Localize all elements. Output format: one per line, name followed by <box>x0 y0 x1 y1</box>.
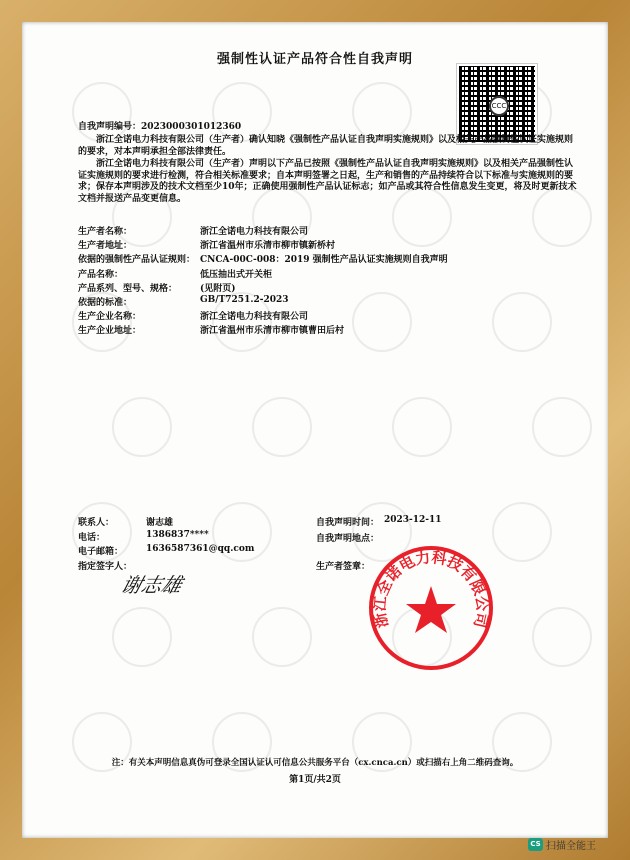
watermark-logo-icon <box>392 397 452 457</box>
field-value: 1386837**** <box>146 529 209 540</box>
qr-code[interactable] <box>457 64 537 144</box>
page-number: 第1页/共2页 <box>289 775 341 785</box>
field-label: 生产者名称： <box>78 227 133 237</box>
watermark-logo-icon <box>532 397 592 457</box>
field-value: GB/T7251.2-2023 <box>200 295 289 305</box>
watermark-logo-icon <box>212 82 272 142</box>
watermark-logo-icon <box>352 82 412 142</box>
watermark-logo-icon <box>72 82 132 142</box>
field-value: 低压抽出式开关柜 <box>200 269 273 280</box>
field-value: CNCA-00C-008：2019 强制性产品认证实施规则自我声明 <box>200 255 448 266</box>
watermark-logo-icon <box>252 607 312 667</box>
ccc-logo-icon: CCC <box>489 96 509 116</box>
field-label: 生产企业名称： <box>78 312 142 323</box>
field-value: (见附页) <box>200 283 236 294</box>
watermark-logo-icon <box>252 397 312 457</box>
handwritten-signature: 谢志雄 <box>118 573 185 597</box>
field-label: 产品系列、型号、规格： <box>78 283 178 294</box>
field-label: 电话： <box>78 532 106 543</box>
field-value: 浙江全诺电力科技有限公司 <box>200 227 309 237</box>
document-title: 强制性认证产品符合性自我声明 <box>216 52 413 67</box>
field-label: 自我声明时间： <box>316 518 380 528</box>
field-value: 浙江全诺电力科技有限公司 <box>200 312 309 323</box>
field-value: 2023-12-11 <box>384 515 442 525</box>
field-label: 产品名称： <box>78 269 124 280</box>
field-value: 浙江省温州市乐清市柳市镇新桥村 <box>200 241 336 252</box>
field-label: 生产者签章： <box>316 562 371 572</box>
field-label: 指定签字人： <box>78 561 133 572</box>
field-label: 生产企业地址： <box>78 326 142 337</box>
field-label: 依据的标准： <box>78 298 133 308</box>
declaration-number: 自我声明编号：2023000301012360 <box>78 122 242 132</box>
watermark-logo-icon <box>492 502 552 562</box>
watermark-logo-icon <box>352 292 412 352</box>
star-icon <box>406 586 456 633</box>
watermark-logo-icon <box>112 607 172 667</box>
watermark-logo-icon <box>532 607 592 667</box>
footer-note: 注：有关本声明信息真伪可登录全国认证认可信息公共服务平台（cx.cnca.cn）或扫描右上角二维码查询。 <box>111 758 519 768</box>
seal-text: 浙江全诺电力科技有限公司 <box>370 548 492 630</box>
camscanner-icon: CS <box>528 838 543 851</box>
scanner-watermark <box>528 837 596 852</box>
field-label: 依据的强制性产品认证规则： <box>78 255 196 266</box>
watermark-logo-icon <box>492 292 552 352</box>
field-value: 谢志雄 <box>146 518 174 528</box>
scanner-label: 扫描全能王 <box>546 841 596 852</box>
field-value: 浙江省温州市乐清市柳市镇曹田后村 <box>200 326 345 337</box>
field-label: 生产者地址： <box>78 241 133 252</box>
watermark-logo-icon <box>112 397 172 457</box>
field-label: 联系人： <box>78 518 115 528</box>
field-value: 1636587361@qq.com <box>146 544 255 554</box>
company-seal <box>367 544 495 672</box>
paragraph-2: 浙江全诺电力科技有限公司（生产者）声明以下产品已按照《强制性产品认证自我声明实施规则》以及相关产品强制性认证实施规则的要求进行检测，符合相关标准要求；自本声明签署之日起，生产和销售的产品持续符合以下标准与实施规则的要求；保存本声明涉及的技术文档至少10年；正确使用强制性产品认证标志；如产品或其符合性信息发生变更，将及时更新技术文档并报送产品变更信息。 <box>78 159 577 204</box>
certificate-paper <box>22 22 608 852</box>
paragraph-1: 浙江全诺电力科技有限公司（生产者）确认知晓《强制性产品认证自我声明实施规则》以及相关产品强制性认证实施规则的要求，对本声明承担全部法律责任。 <box>78 135 574 157</box>
field-label: 电子邮箱： <box>78 547 124 557</box>
field-label: 自我声明地点： <box>316 533 380 544</box>
